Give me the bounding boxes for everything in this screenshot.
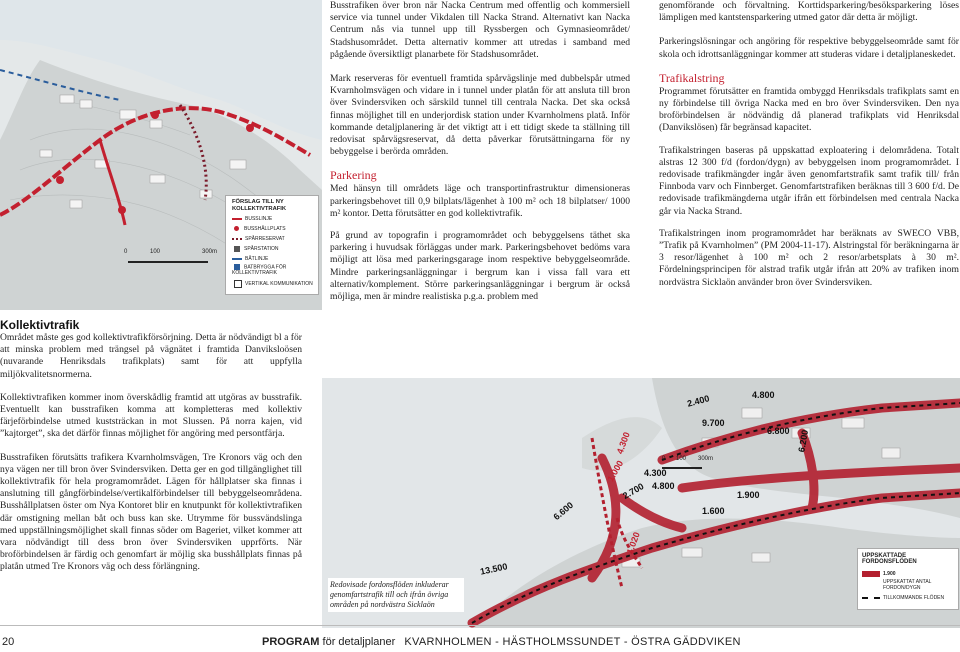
scale-0: 0	[124, 249, 128, 255]
flow-label: 1.020	[624, 530, 642, 556]
paragraph: Med hänsyn till områdets läge och transportinfrastruktur dimensioneras parkeringsbehovet till 0,9 bilplats/lägenhet à 100 m² och 18 bilplatser/ 1000 m² kontor. Detta förutsätter en god kollektivtrafik.	[330, 183, 630, 219]
heading-parkering: Parkering	[330, 168, 377, 183]
footer-project: KVARNHOLMEN - HÄSTHOLMSSUNDET - ÖSTRA GÄDDVIKEN	[404, 636, 741, 648]
page-footer	[0, 625, 960, 652]
legend-item-vertical: VERTIKAL KOMMUNIKATION	[232, 279, 318, 289]
legend-item-boat-line: BÅTLINJE	[232, 254, 318, 264]
traffic-flow-map	[322, 378, 960, 628]
paragraph: Trafikalstringen baseras på uppskattad exploatering i delområdena. Totalt alstras 12 300 f/d (fordon/dygn) av bebyggelsen inom programområdet. I redovisade trafikmängder ingår även genomfartstrafik samt trafik till/ från Finnboda varv och Finnberget. Genomfartstrafiken beräknas till 3 600 f/d. De redovisade trafikmängderna utgår ifrån ett förbindelsen med centrala Nacka går via Nacka Strand.	[659, 144, 959, 217]
flow-label: 4.800	[652, 481, 675, 491]
flow-label: 1.600	[702, 506, 725, 516]
flow-label: 2.400	[686, 393, 711, 409]
flow-label: 6.800	[767, 426, 790, 436]
scale-0: 0	[662, 456, 666, 462]
flow-label: 4.300	[644, 468, 667, 478]
flow-legend	[857, 548, 959, 610]
scale-300: 300m	[698, 456, 714, 462]
heading-kollektivtrafik: Kollektivtrafik	[0, 318, 80, 332]
legend-item-bus-stop: BUSSHÅLLPLATS	[232, 224, 318, 234]
paragraph: Mark reserveras för eventuell framtida spårvägslinje med dubbelspår utmed Kvarnholmsvägen och vidare in i tunnel under platån för att ansluta till bron över Svindersviken och särskild tunnel till centrala Nacka. Det ska också finnas möjlighet till en underjordisk station under Kvarnholmens platå. Inför kommande detaljplanering är det viktigt att i ett tidigt skede ta ställning till redovisat spårvägsreservat, då detta påverkar förutsättningarna för ny bebyggelse i berörda områden.	[330, 73, 630, 158]
paragraph: Programmet förutsätter en framtida ombyggd Henriksdals trafikplats samt en ny förbindelse till övriga Nacka med en bro över Svindersviken. Den nya broförbindelsen är nödvändig då planerad trafikplats vid Henriksdal (Danvikslösen) får begränsad kapacitet.	[659, 85, 959, 134]
map-caption: Redovisade fordonsflöden inkluderar genomfartstrafik till och ifrån övriga områden på nordvästra Sicklaön	[328, 578, 464, 612]
flow-label: 1.000	[605, 458, 626, 484]
flow-legend-title: UPPSKATTADE FORDONSFLÖDEN	[862, 553, 917, 565]
legend-item-boat-dock: BATBRYGGA FÖR KOLLEKTIVTRAFIK	[232, 264, 287, 277]
right-column	[659, 0, 959, 297]
paragraph: genomförande och förvaltning. Korttidsparkering/besöksparkering löses lämpligen med kantstensparkering utmed gator där detta är möjligt.	[659, 0, 959, 24]
flow-label: 13.500	[479, 561, 509, 577]
flow-legend-row	[862, 570, 954, 579]
flow-label: 6.200	[796, 429, 811, 453]
flow-label: 6.600	[551, 499, 576, 523]
middle-column	[330, 0, 630, 311]
flow-label: 4.800	[752, 390, 775, 400]
footer-for: för detaljplaner	[322, 636, 396, 648]
paragraph: Parkeringslösningar och angöring för respektive bebyggelseområde samt för skola och idrottsanläggningar kommer att studeras vidare i detaljplaneskedet.	[659, 36, 959, 60]
legend-item-rail-reserve: SPÅRRESERVAT	[232, 234, 318, 244]
legend-item-bus-line: BUSSLINJE	[232, 214, 318, 224]
flow-legend-row: TILLKOMMANDE FLÖDEN	[862, 594, 954, 603]
paragraph: På grund av topografin i programområdet och bebyggelsens täthet ska parkering i huvudsak förläggas under mark. Parkeringsbehovet bedöms vara möjligt att lösa med parkeringsgarage inom respektive bebyggelseområde. Mindre parkeringsanläggningar i bergrum kan i vissa fall vara ett alternativ/komplement. Större parkeringsanläggningar i bergrum är också möjliga, men är mindre realistiska p.g.a. problem med	[330, 230, 630, 303]
paragraph: Busstrafiken förutsätts trafikera Kvarnholmsvägen, Tre Kronors väg och den nya vägen ner till bron över Svindersviken. Detta ger en god tillgänglighet till kollektivtrafik för hela programområdet. Lägen för hållplatser ska finnas i anslutning till gångförbindelse/vertikalförbindelser till bebyggelseområdena. Busshållplatsen öster om Nya Kontoret blir en knutpunkt för kollektivtrafiken där omstigning mellan båt och buss kan ske. Utrymme för bussvändslinga med uppställningsmöjlighet skall finnas söder om Bageriet, vilket kommer att vara nödvändigt till dess bron över Svindersviken upprförts. När broförbindelsen är färdig och genomfart är möjlig ska busshållplats finnas på platån utmed Tre Kronors väg och dess förlängning.	[0, 451, 302, 573]
transit-legend	[225, 195, 319, 295]
paragraph: Kollektivtrafiken kommer inom överskådlig framtid att utgöras av busstrafik. Eventuellt kan busstrafiken komma att kompletteras med kollektiv färjeförbindelse utmed kuststräckan in mot Slussen. På norra kajen, vid ”kajtorget”, ska det därför finnas möjlighet för angöring med persontfärja.	[0, 391, 302, 440]
scale-300: 300m	[202, 249, 218, 255]
left-column	[0, 318, 302, 582]
flow-legend-value: 1.900	[883, 571, 896, 577]
flow-label: 1.900	[737, 490, 760, 500]
scale-100: 100	[676, 456, 687, 462]
footer-program: PROGRAM	[262, 636, 320, 648]
footer-title	[262, 636, 741, 648]
page-number: 20	[2, 636, 15, 648]
scale-100: 100	[150, 249, 161, 255]
paragraph: Området måste ges god kollektivtrafikförsörjning. Detta är nödvändigt bl a för att minska problem med trängsel på vägnätet i framtida Danviksloösen (nuvarande Henriksdals trafikplats) samt för att uppfylla miljökvalitetsnormerna.	[0, 332, 302, 380]
transit-map	[0, 0, 322, 310]
legend-title: FÖRSLAG TILL NY KOLLEKTIVTRAFIK	[232, 199, 287, 212]
paragraph: Busstrafiken över bron när Nacka Centrum med offentlig och kommersiell service via tunnel under Vikdalen till Nacka Strand. Alternativt kan Nacka Centrum nås via tunnel upp till Ryssbergen och Gymnasieområdet/ Stadshusområdet. Detta alternativ kommer att utredas i samband med pågående översiktligt planarbete för Stadshusområdet.	[330, 0, 630, 60]
flow-label: 4.300	[614, 430, 632, 456]
flow-legend-row-label: UPPSKATTAT ANTAL FORDON/DYGN	[883, 579, 932, 591]
flow-label: 2.700	[621, 481, 646, 501]
heading-trafikalstring: Trafikalstring	[659, 70, 725, 85]
paragraph: Trafikalstringen inom programområdet har beräknats av SWECO VBB, ”Trafik på Kvarnholmen” (PM 2004-11-17). Alstringstal för beräkningarna är 3 resor/lägenhet à 100 m² och 2 resor/arbetsplats à 30 m². Fördelningsprincipen för alstrad trafik utgår ifrån att 20% av trafiken inom nordvästra Sicklaön använder bron över Svindersviken.	[659, 227, 959, 288]
flow-label: 9.700	[702, 418, 725, 428]
legend-item-rail-station: SPÅRSTATION	[232, 244, 318, 254]
